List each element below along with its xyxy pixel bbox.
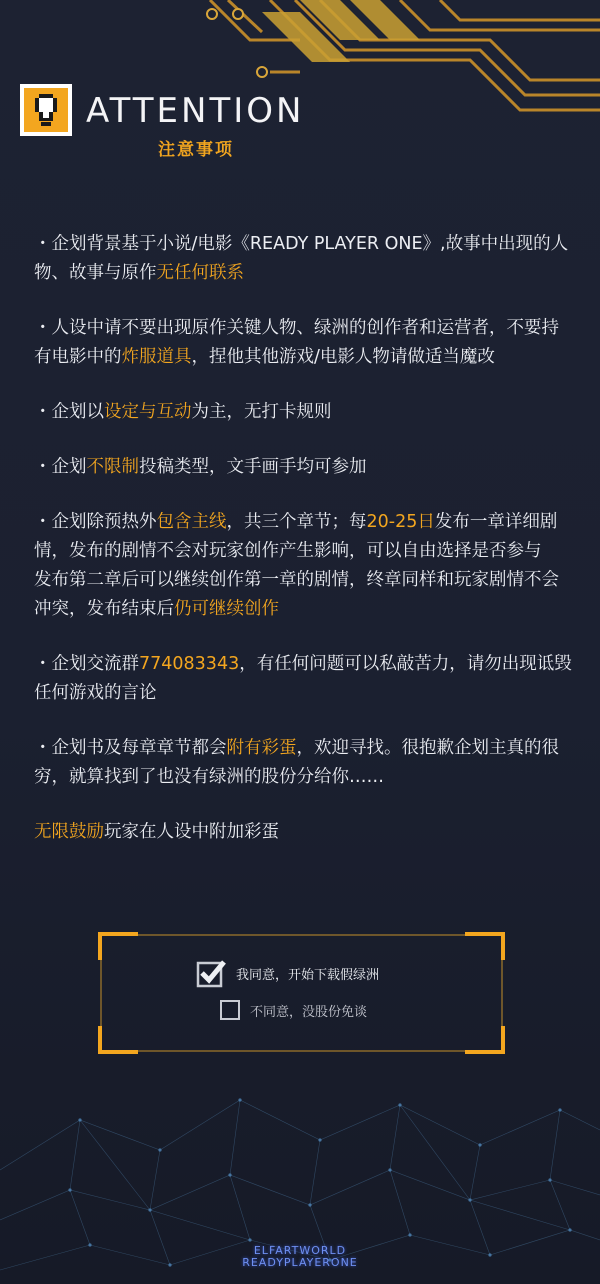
note-text: 发布一章详细剧情，发布的剧情不会对玩家创作产生影响，可以自由选择是否参与 — [34, 512, 558, 561]
note-item — [34, 508, 574, 624]
note-text: ・企划以 — [34, 402, 104, 422]
note-text: ，欢迎寻找。很抱歉企划主真的很穷，就算找到了也没有绿洲的股份分给你…… — [34, 738, 559, 787]
note-text: 发布第二章后可以继续创作第一章的剧情，终章同样和玩家剧情不会冲突，发布结束后 — [34, 570, 559, 619]
note-text: ・企划背景基于小说/电影《READY PLAYER ONE》,故事中出现的人物、故事与原作 — [34, 234, 569, 283]
disagree-label: 不同意，没股份免谈 — [250, 1004, 368, 1020]
note-text: ，共三个章节；每 — [226, 512, 367, 532]
note-text: ，有任何问题可以私敲苦力，请勿出现诋毁任何游戏的言论 — [34, 654, 572, 703]
note-item — [34, 650, 574, 708]
note-text: 投稿类型，文手画手均可参加 — [139, 457, 367, 477]
agree-option[interactable] — [196, 958, 379, 988]
notes-list — [34, 230, 574, 873]
note-text: ・企划书及每章章节都会 — [34, 738, 227, 758]
highlight-text: 无任何联系 — [156, 263, 244, 283]
footer-line-2: READYPLAYERONE — [242, 1256, 358, 1269]
page-title: ATTENTION — [86, 91, 305, 131]
note-text: ・人设中请不要出现原作关键人物、绿洲的创作者和运营者，不要持有电影中的 — [34, 318, 559, 367]
footer-line-1: ELFARTWORLD — [253, 1244, 347, 1257]
disagree-checkbox[interactable] — [220, 1000, 240, 1020]
agreement-panel — [98, 932, 505, 1054]
note-text: ・企划交流群 — [34, 654, 139, 674]
note-item — [34, 314, 574, 372]
note-item — [34, 734, 574, 792]
highlight-text: 包含主线 — [156, 512, 227, 532]
note-item — [34, 453, 574, 482]
note-item — [34, 230, 574, 288]
page-subtitle: 注意事项 — [158, 140, 234, 160]
highlight-text: 不限制 — [86, 457, 139, 477]
disagree-option[interactable] — [220, 1000, 367, 1020]
keyhole-icon — [24, 88, 68, 132]
highlight-text: 无限鼓励 — [34, 822, 104, 842]
note-text: ・企划除预热外 — [34, 512, 157, 532]
highlight-text: 炸服道具 — [121, 347, 192, 367]
highlight-text: 仍可继续创作 — [174, 599, 279, 619]
note-text: ，捏他其他游戏/电影人物请做适当魔改 — [191, 347, 495, 367]
note-text: 玩家在人设中附加彩蛋 — [104, 822, 279, 842]
attention-logo — [20, 84, 72, 136]
note-item — [34, 818, 574, 847]
note-item — [34, 398, 574, 427]
note-text: 为主，无打卡规则 — [191, 402, 332, 422]
agree-label: 我同意，开始下载假绿洲 — [236, 967, 380, 983]
highlight-text: 20-25日 — [366, 512, 435, 532]
note-text: ・企划 — [34, 457, 87, 477]
highlight-text: 774083343 — [139, 654, 240, 674]
agree-checkbox[interactable] — [196, 958, 226, 988]
highlight-text: 设定与互动 — [104, 402, 192, 422]
highlight-text: 附有彩蛋 — [226, 738, 297, 758]
